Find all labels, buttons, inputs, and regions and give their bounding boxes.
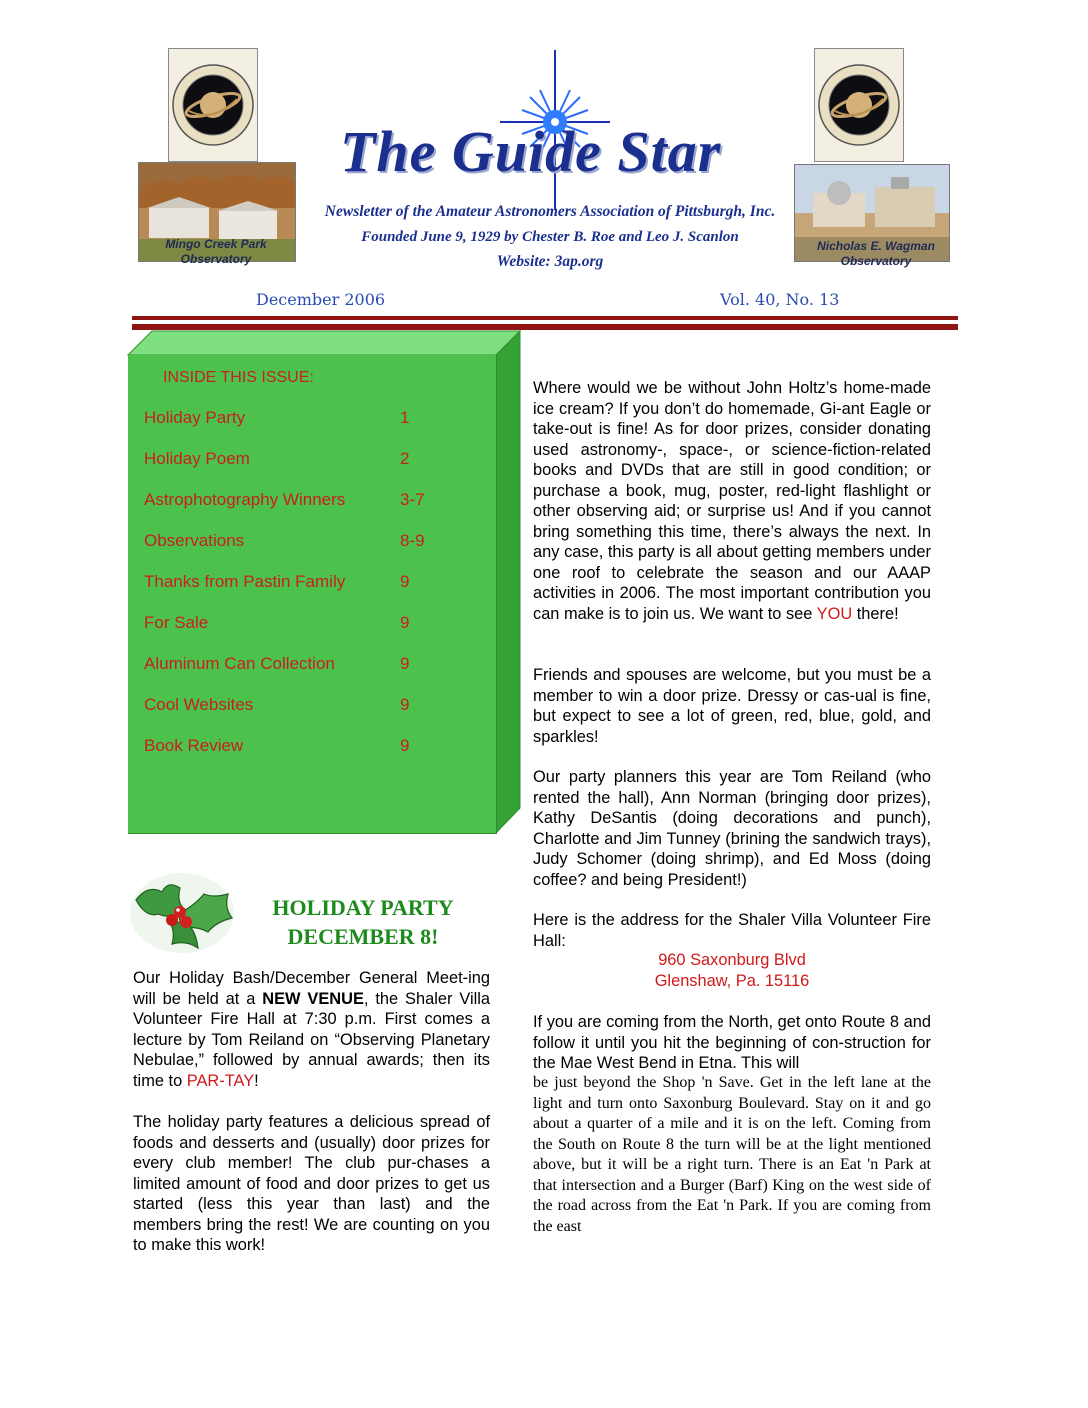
holiday-paragraph-1: Our Holiday Bash/December General Meet-ing will be held at a NEW VENUE, the Shaler Villa Volunteer Fire Hall at 7:30 p.m. First comes a lecture by Tom Reiland on “Observing Planetary Nebulae,” followed by annual awards; then its time to PAR-TAY! [133,969,491,1090]
address-line-2: Glenshaw, Pa. 15116 [654,972,810,990]
aaap-seal-left [168,48,258,162]
toc-item-page: 9 [400,613,410,632]
toc-item-label: Holiday Poem [144,449,250,468]
toc-item-label: Observations [144,531,245,550]
issue-volume: Vol. 40, No. 13 [720,290,840,309]
toc-item-page: 9 [400,736,410,755]
toc-item-page: 9 [400,695,410,714]
right-paragraph-5: If you are coming from the North, get onto Route 8 and follow it until you hit the beginning of con-struction for the Mae West Bend in Etna. This will [533,1013,931,1072]
right-paragraph-1: Where would we be without John Holtz’s home-made ice cream? If you don’t do homemade, Gi-ant Eagle or take-out is fine! As for door prizes, consider donating used astronomy-, space-, or science-fiction-related books and DVDs that are still in good condition; or purchase a book, mug, poster, red-light flashlight or other observing aid; or surprise us! And if you cannot bring something this time, there’s always the next. In any case, this party is all about getting members under one roof to celebrate the season and our AAAP activities in 2006. The most important contribution you can make is to join us. We want to see YOU there! [533,379,931,623]
right-paragraph-5-continued: be just beyond the Shop 'n Save. Get in the left lane at the light and turn onto Saxonburg Boulevard. Stay on it and go about a quarter of a mile and it is on the left. Coming from the South on Route 8 the turn will be at the light mentioned above, but it will be a right turn. There is an Eat 'n Park at that intersection and a Burger (Barf) King on the west side of the road across from the Eat 'n Park. If you are coming from the east [533,1074,931,1235]
toc-item-page: 1 [400,408,410,427]
issue-date: December 2006 [256,290,386,309]
toc-item-page: 9 [400,654,410,673]
header-rule-top [132,316,958,320]
right-paragraph-3: Our party planners this year are Tom Reiland (who rented the hall), Ann Norman (bringing door prizes), Kathy DeSantis (doing decorations and punch), Charlotte and Jim Tunney (brining the sandwich trays), Judy Schomer (doing shrimp), and Ed Moss (doing coffee? and being President!) [533,768,931,889]
website-line: Website: 3ap.org [496,253,604,270]
toc-item-page: 2 [400,449,410,468]
toc-item-label: For Sale [144,613,209,632]
toc-item-page: 9 [400,572,410,591]
address-line-1: 960 Saxonburg Blvd [658,951,806,969]
toc-item-label: Aluminum Can Collection [144,654,335,673]
aaap-seal-right [814,48,904,162]
holiday-paragraph-2: The holiday party features a delicious spread of foods and desserts and (usually) door prizes for every club member! The club pur-chases a limited amount of food and door prizes to get us started (less this year than last) and the members bring the rest! We are counting on you to make this work! [133,1113,490,1254]
toc-item-page: 8-9 [400,531,425,550]
newsletter-subtitle: Newsletter of the Amateur Astronomers Association of Pittsburgh, Inc. [324,203,776,220]
toc-item-page: 3-7 [400,490,425,509]
newsletter-title: The Guide Star [340,119,722,184]
right-paragraph-4: Here is the address for the Shaler Villa Volunteer Fire Hall: [533,911,931,950]
right-observatory-caption: Nicholas E. Wagman Observatory [817,239,935,268]
toc-item-label: Astrophotography Winners [144,490,346,509]
toc-item-label: Thanks from Pastin Family [144,572,346,591]
holly-icon [128,870,236,956]
inside-title: INSIDE THIS ISSUE: [163,369,314,386]
founded-line: Founded June 9, 1929 by Chester B. Roe and Leo J. Scanlon [361,229,739,245]
toc-item-label: Holiday Party [144,408,246,427]
right-paragraph-2: Friends and spouses are welcome, but you must be a member to win a door prize. Dressy or cas-ual is fine, but expect to see a lot of green, red, blue, gold, and sparkles! [533,666,931,746]
toc-item-label: Book Review [144,736,244,755]
left-observatory-caption: Mingo Creek Park Observatory [165,237,267,266]
toc-item-label: Cool Websites [144,695,254,714]
holiday-party-heading: HOLIDAY PARTY DECEMBER 8! [272,895,454,949]
